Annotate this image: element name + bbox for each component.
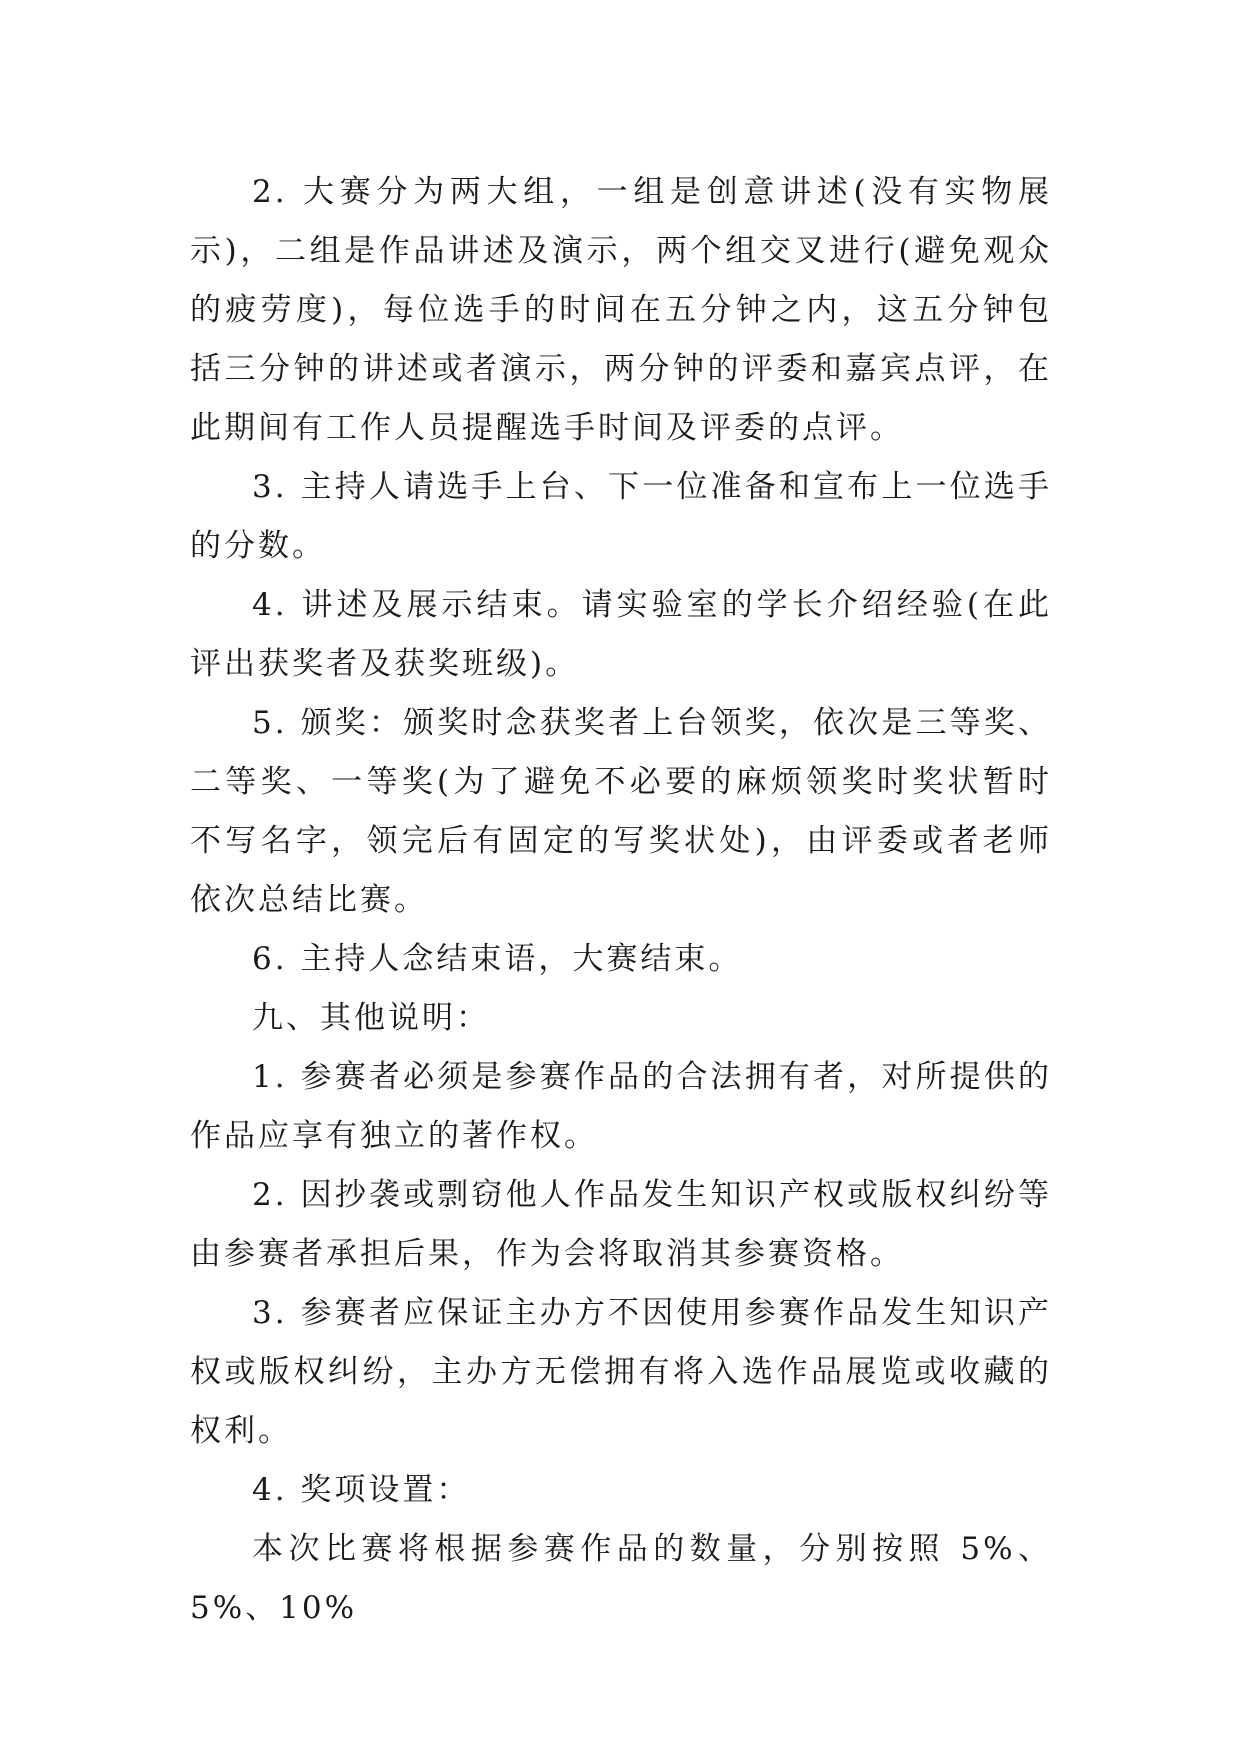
paragraph-note-3: 3. 参赛者应保证主办方不因使用参赛作品发生知识产权或版权纠纷，主办方无偿拥有将入选作品展览或收藏的权利。 — [190, 1295, 1052, 1449]
paragraph-rule-2: 2. 大赛分为两大组，一组是创意讲述(没有实物展示)，二组是作品讲述及演示，两个组交叉进行(避免观众的疲劳度)，每位选手的时间在五分钟之内，这五分钟包括三分钟的讲述或者演示，两分钟的评委和嘉宾点评，在此期间有工作人员提醒选手时间及评委的点评。 — [190, 174, 1052, 446]
paragraph-note-2: 2. 因抄袭或剽窃他人作品发生知识产权或版权纠纷等由参赛者承担后果，作为会将取消其参赛资格。 — [190, 1177, 1052, 1272]
paragraph-rule-6: 6. 主持人念结束语，大赛结束。 — [252, 941, 743, 977]
document-body — [190, 163, 1052, 1638]
paragraph-note-1: 1. 参赛者必须是参赛作品的合法拥有者，对所提供的作品应享有独立的著作权。 — [190, 1059, 1052, 1154]
paragraph-rule-4: 4. 讲述及展示结束。请实验室的学长介绍经验(在此评出获奖者及获奖班级)。 — [190, 587, 1052, 682]
paragraph-rule-5: 5. 颁奖：颁奖时念获奖者上台领奖，依次是三等奖、二等奖、一等奖(为了避免不必要的麻烦领奖时奖状暂时不写名字，领完后有固定的写奖状处)，由评委或者老师依次总结比赛。 — [190, 705, 1052, 918]
paragraph-note-4-awards: 4. 奖项设置： — [252, 1472, 471, 1508]
paragraph-rule-3: 3. 主持人请选手上台、下一位准备和宣布上一位选手的分数。 — [190, 469, 1052, 564]
section-heading-other-notes: 九、其他说明： — [252, 1000, 490, 1036]
paragraph-awards-detail: 本次比赛将根据参赛作品的数量，分别按照 5%、5%、10% — [190, 1531, 1052, 1626]
